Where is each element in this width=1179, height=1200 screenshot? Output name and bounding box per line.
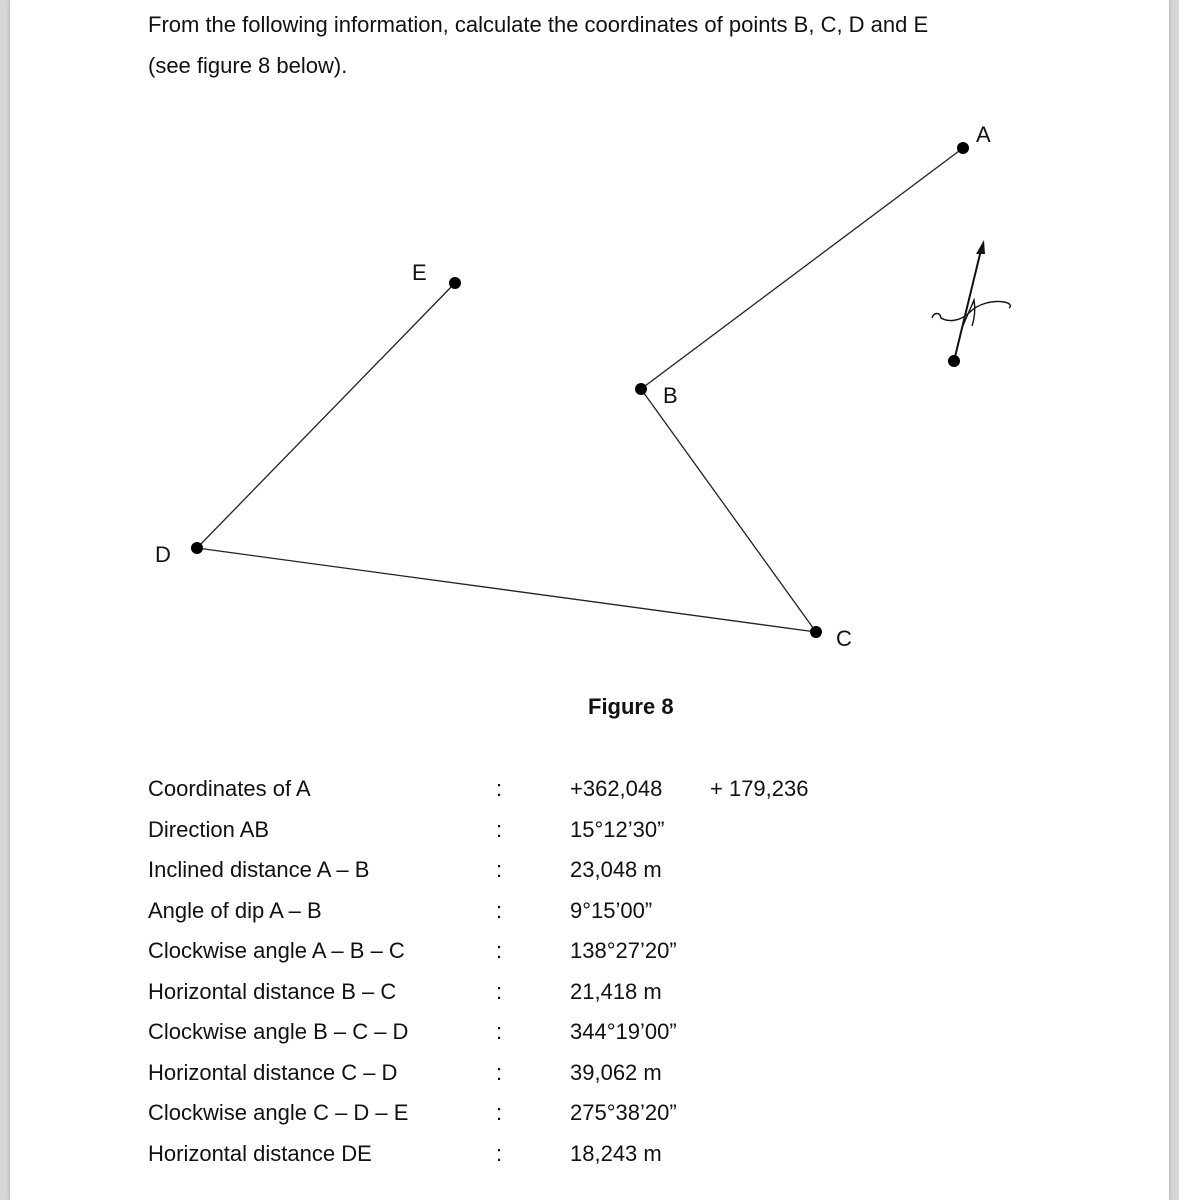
table-row [148, 1134, 830, 1175]
row-value-secondary [710, 972, 830, 1013]
line-c-d [197, 548, 816, 632]
row-value: 23,048 m [570, 857, 662, 883]
row-value-secondary [710, 850, 830, 891]
point-e-marker [449, 277, 461, 289]
traverse-figure [10, 0, 1169, 700]
row-value-secondary [710, 1134, 830, 1175]
table-row [148, 1012, 830, 1053]
row-separator: : [496, 816, 503, 842]
table-row [148, 1093, 830, 1134]
row-label: Inclined distance A – B [148, 857, 370, 883]
row-value: 15°12’30” [570, 816, 665, 842]
row-label: Horizontal distance DE [148, 1140, 372, 1166]
row-separator: : [496, 978, 503, 1004]
document-page [10, 0, 1169, 1200]
row-value: 138°27’20” [570, 938, 677, 964]
row-separator: : [496, 1019, 503, 1045]
row-label: Clockwise angle A – B – C [148, 938, 405, 964]
point-d-marker [191, 542, 203, 554]
row-separator: : [496, 857, 503, 883]
row-separator: : [496, 776, 503, 802]
row-value-secondary [710, 1093, 830, 1134]
point-c-marker [810, 626, 822, 638]
point-a-label: A [976, 122, 991, 147]
table-row [148, 972, 830, 1013]
point-b-label: B [663, 383, 678, 408]
row-value-secondary [710, 1012, 830, 1053]
row-label: Horizontal distance B – C [148, 978, 397, 1004]
row-value: 344°19’00” [570, 1019, 677, 1045]
line-b-c [641, 389, 816, 632]
row-value-secondary [710, 810, 830, 851]
point-a-marker [957, 142, 969, 154]
row-separator: : [496, 1140, 503, 1166]
problem-statement-line-1: From the following information, calculate the coordinates of points B, C, D and E [148, 12, 929, 37]
row-value-secondary [710, 931, 830, 972]
line-a-b [641, 148, 963, 389]
row-value: 21,418 m [570, 978, 662, 1004]
table-row [148, 1053, 830, 1094]
row-separator: : [496, 1100, 503, 1126]
table-row [148, 769, 830, 810]
north-arrow-icon [932, 240, 1010, 367]
row-label: Horizontal distance C – D [148, 1059, 398, 1085]
table-row [148, 891, 830, 932]
given-data-table [148, 769, 830, 1174]
row-label: Angle of dip A – B [148, 897, 322, 923]
row-value: 9°15’00” [570, 897, 653, 923]
table-row [148, 931, 830, 972]
row-value-secondary [710, 891, 830, 932]
row-value: 18,243 m [570, 1140, 662, 1166]
row-separator: : [496, 938, 503, 964]
row-separator: : [496, 897, 503, 923]
point-b-marker [635, 383, 647, 395]
table-row [148, 850, 830, 891]
problem-statement-line-2: (see figure 8 below). [148, 53, 348, 78]
row-value-secondary: + 179,236 [710, 776, 809, 802]
row-value: 275°38’20” [570, 1100, 677, 1126]
row-separator: : [496, 1059, 503, 1085]
point-e-label: E [412, 260, 427, 285]
point-c-label: C [836, 626, 852, 651]
row-label: Clockwise angle B – C – D [148, 1019, 409, 1045]
line-d-e [197, 283, 455, 548]
row-value: 39,062 m [570, 1059, 662, 1085]
figure-caption: Figure 8 [588, 694, 674, 719]
row-value: +362,048 [570, 776, 663, 802]
row-label: Clockwise angle C – D – E [148, 1100, 409, 1126]
point-d-label: D [155, 542, 171, 567]
row-value-secondary [710, 1053, 830, 1094]
row-label: Coordinates of A [148, 776, 311, 802]
table-row [148, 810, 830, 851]
row-label: Direction AB [148, 816, 270, 842]
